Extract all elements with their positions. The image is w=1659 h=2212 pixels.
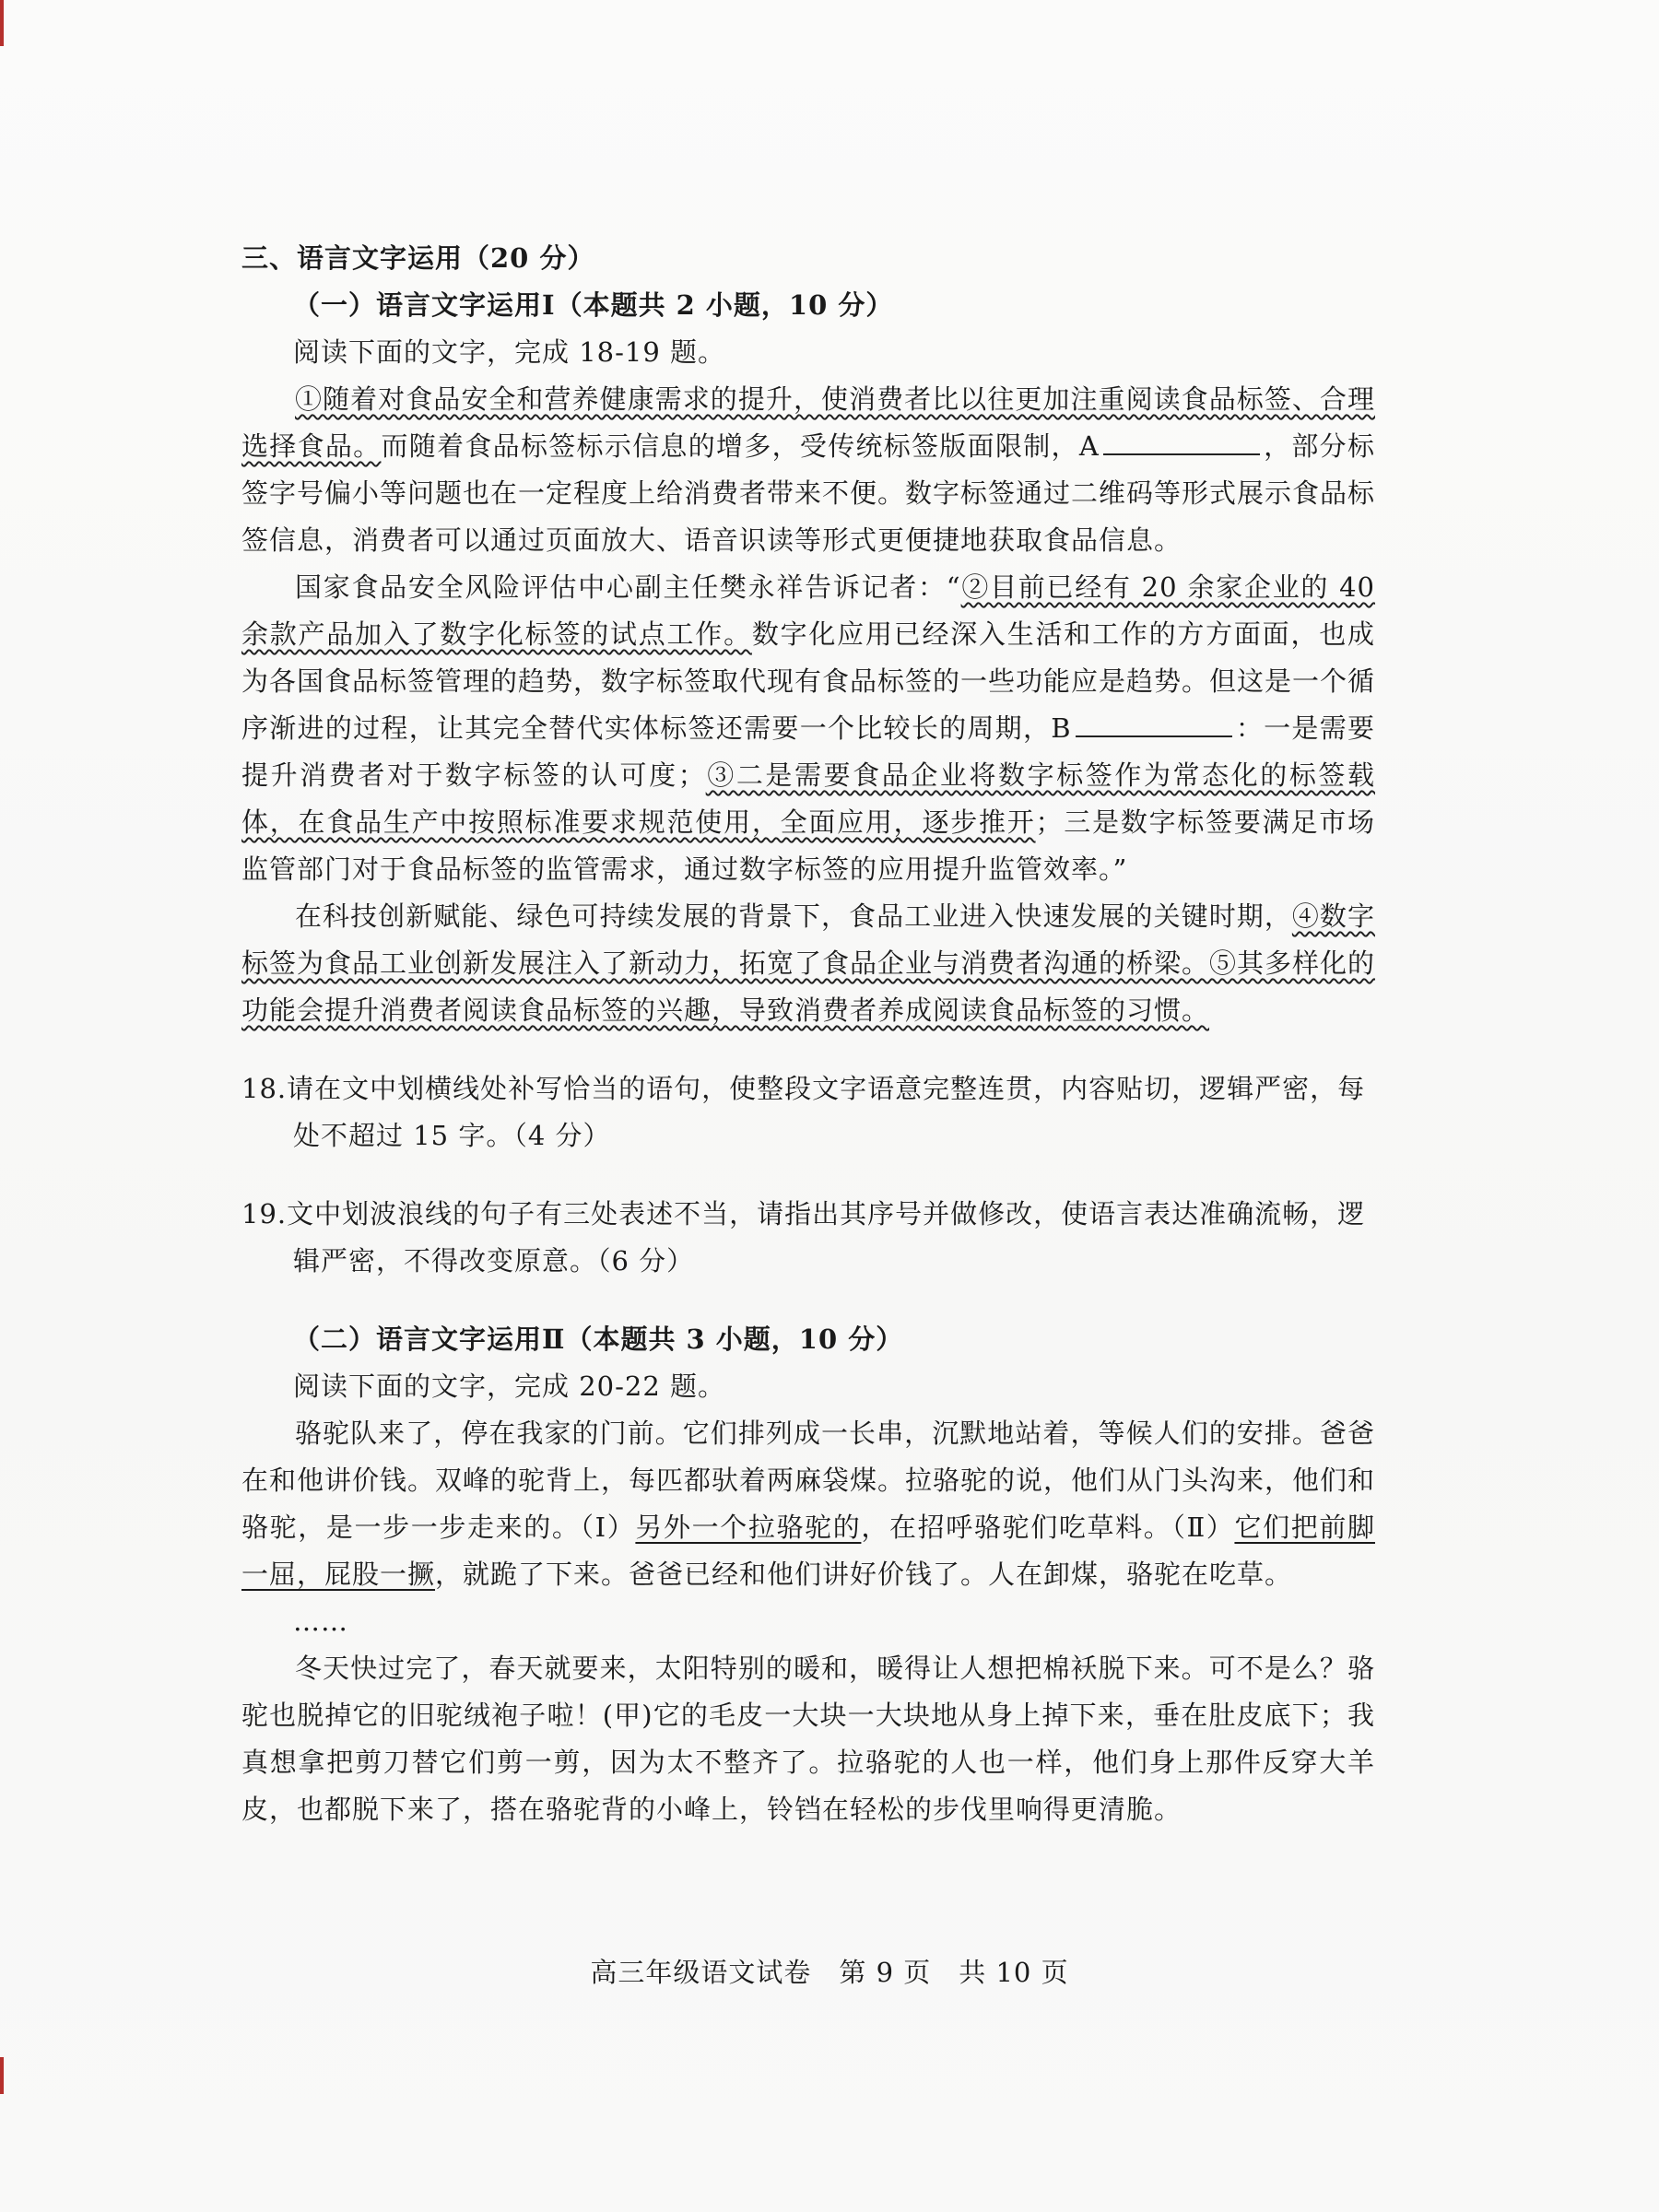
p1-text-3: ，部分标签字号偏小等问题也在一定程度上给消费者带来不便。数字标签通过二维码等形式展示食品标签信息，消费者可以通过页面放大、语音识读等形式更便捷地获取食品信息。 [241,430,1376,556]
part2-p1-text-1: 骆驼队来了，停在我家的门前。它们排列成一长串，沉默地站着，等候人们的安排。爸爸在和他讲价钱。双峰的驼背上，每匹都驮着两麻袋煤。拉骆驼的说，他们从门头沟来，他们和骆驼，是一步一步走来的。（Ⅰ） [241,1418,1376,1543]
section-heading: 三、语言文字运用（20 分） [241,242,595,274]
p1-text-2: 而随着食品标签标示信息的增多，受传统标签版面限制，A [381,430,1100,462]
part2-paragraph-2: 冬天快过完了，春天就要来，太阳特别的暖和，暖得让人想把棉袄脱下来。可不是么？骆驼也脱掉它的旧驼绒袍子啦！(甲)它的毛皮一大块一大块地从身上掉下来，垂在肚皮底下；我真想拿把剪刀替它们剪一剪，因为太不整齐了。拉骆驼的人也一样，他们身上那件反穿大羊皮，也都脱下来了，搭在骆驼背的小峰上，铃铛在轻松的步伐里响得更清脆。 [241,1653,1375,1825]
scan-edge-mark-bottom [0,2057,4,2094]
underlined-phrase-1: 另外一个拉骆驼的 [635,1512,862,1543]
page-footer: 高三年级语文试卷 第 9 页 共 10 页 [590,1957,1069,1988]
p2-text-4: ：一是需要提升消费者对于数字标签的认可度； [241,712,1375,791]
part1-heading: （一）语言文字运用Ⅰ（本题共 2 小题，10 分） [293,289,894,321]
question-18-number: 18. [241,1073,288,1104]
question-19-text: 文中划波浪线的句子有三处表述不当，请指出其序号并做修改，使语言表达准确流畅，逻辑严密，不得改变原意。（6 分） [287,1198,1366,1277]
wavy-sentence-1: ①随着对食品安全和营养健康需求的提升，使消费者比以往更加注重阅读食品标签、合理选择食品。 [241,383,1375,462]
part2-p1-text-5: ，就跪了下来。爸爸已经和他们讲好价钱了。人在卸煤，骆驼在吃草。 [435,1559,1293,1590]
blank-b[interactable] [1076,708,1232,737]
underlined-phrase-2: 它们把前脚一屈，屁股一撅 [241,1512,1375,1590]
part2-p1-text-3: ，在招呼骆驼们吃草料。（Ⅱ） [861,1512,1235,1543]
part2-instruction: 阅读下面的文字，完成 20-22 题。 [293,1371,726,1402]
part1-paragraph-2 [241,564,1375,893]
wavy-sentences-4-5: ④数字标签为食品工业创新发展注入了新动力，拓宽了食品企业与消费者沟通的桥梁。⑤其多样化的功能会提升消费者阅读食品标签的兴趣，导致消费者养成阅读食品标签的习惯。 [241,900,1376,1026]
part2-heading: （二）语言文字运用Ⅱ（本题共 3 小题，10 分） [293,1324,904,1355]
p2-text-6: ；三是数字标签要满足市场监管部门对于食品标签的监管需求，通过数字标签的应用提升监管效率。” [241,806,1375,885]
spacer [241,1034,1375,1065]
question-19-number: 19. [241,1198,288,1230]
part1-paragraph-3 [241,893,1375,1034]
question-18-text: 请在文中划横线处补写恰当的语句，使整段文字语意完整连贯，内容贴切，逻辑严密，每处不超过 15 字。（4 分） [287,1073,1366,1151]
wavy-sentence-3: ③二是需要食品企业将数字标签作为常态化的标签载体，在食品生产中按照标准要求规范使用，全面应用，逐步推开 [241,759,1375,838]
part1-paragraph-1 [241,376,1375,564]
blank-a[interactable] [1103,426,1260,455]
part1-instruction: 阅读下面的文字，完成 18-19 题。 [293,336,726,368]
scan-edge-mark-top [0,0,4,46]
part2-paragraph-1 [241,1410,1375,1598]
spacer [241,1285,1375,1316]
p3-text-1: 在科技创新赋能、绿色可持续发展的背景下，食品工业进入快速发展的关键时期， [295,900,1292,932]
spacer [241,1159,1375,1191]
exam-content [241,235,1375,1833]
p2-text-1: 国家食品安全风险评估中心副主任樊永祥告诉记者：“ [295,571,961,603]
ellipsis: …… [293,1606,348,1637]
question-18 [241,1065,1375,1159]
wavy-sentence-2: ②目前已经有 20 余家企业的 40 余款产品加入了数字化标签的试点工作。 [241,571,1376,650]
p2-text-3: 数字化应用已经深入生活和工作的方方面面，也成为各国食品标签管理的趋势，数字标签取代现有食品标签的一些功能应是趋势。但这是一个循序渐进的过程，让其完全替代实体标签还需要一个比较长的周期，B [241,618,1376,744]
question-19 [241,1191,1375,1285]
